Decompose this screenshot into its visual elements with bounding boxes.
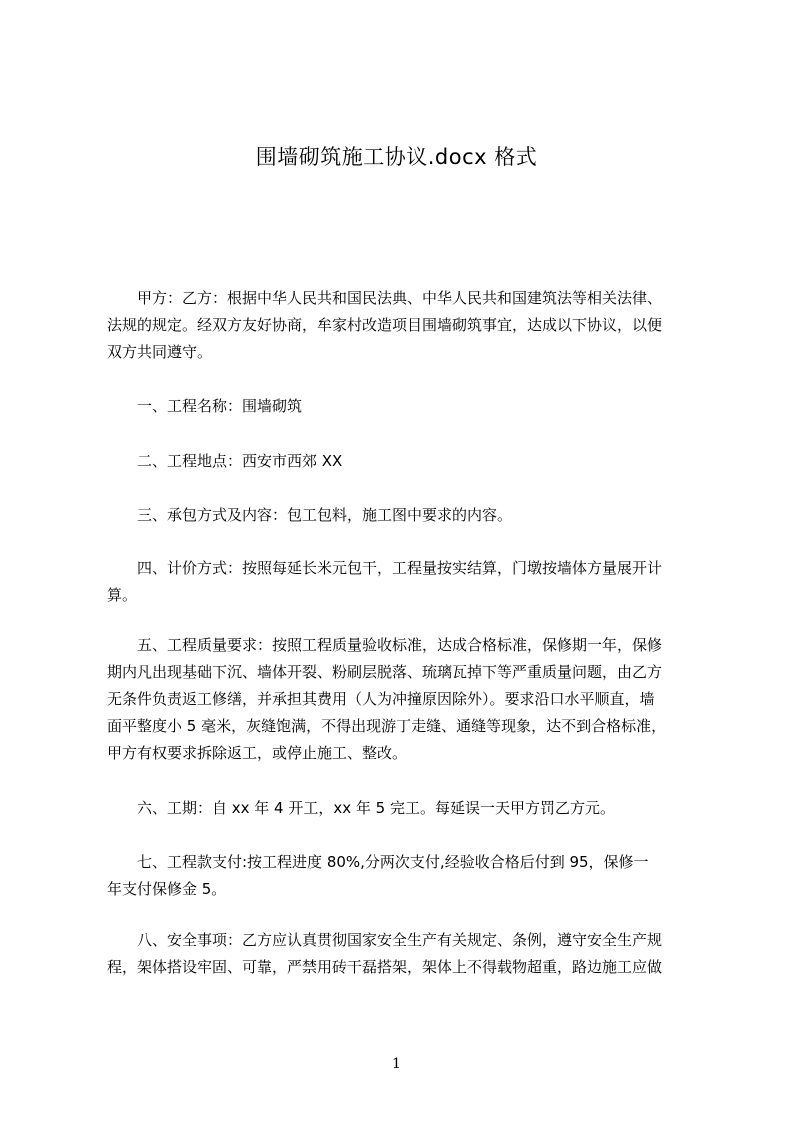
document-title: 围墙砌筑施工协议.docx 格式: [255, 145, 538, 169]
paragraph-line: 四、计价方式：按照每延长米元包干，工程量按实结算，门墩按墙体方量展开计: [137, 559, 663, 577]
paragraph-line: 算。: [107, 586, 138, 604]
paragraph-line: 六、工期：自 xx 年 4 开工，xx 年 5 完工。每延误一天甲方罚乙方元。: [137, 799, 615, 817]
paragraph-line: 五、工程质量要求：按照工程质量验收标准，达成合格标准，保修期一年，保修: [137, 636, 663, 654]
paragraph-line: 八、安全事项：乙方应认真贯彻国家安全生产有关规定、条例，遵守安全生产规: [137, 931, 663, 949]
clause-schedule: [107, 795, 707, 822]
paragraph-line: 三、承包方式及内容：包工包料，施工图中要求的内容。: [137, 506, 513, 524]
paragraph-line: 二、工程地点：西安市西郊 XX: [137, 452, 343, 470]
clause-payment: [107, 849, 707, 903]
paragraph-line: 法规的规定。经双方友好协商，牟家村改造项目围墙砌筑事宜，达成以下协议，以便: [107, 316, 663, 334]
clause-project-location: [107, 448, 707, 475]
paragraph-line: 甲方：乙方：根据中华人民共和国民法典、中华人民共和国建筑法等相关法律、: [137, 289, 663, 307]
paragraph-line: 双方共同遵守。: [107, 343, 213, 361]
clause-contract-method: [107, 502, 707, 529]
paragraph-line: 期内凡出现基础下沉、墙体开裂、粉刷层脱落、琉璃瓦掉下等严重质量问题，由乙方: [107, 663, 663, 681]
paragraph-line: 面平整度小 5 毫米，灰缝饱满，不得出现游丁走缝、通缝等现象，达不到合格标准，: [107, 717, 667, 735]
clause-pricing: [107, 555, 707, 609]
paragraph-line: 无条件负责返工修缮，并承担其费用（人为冲撞原因除外）。要求沿口水平顺直，墙: [107, 690, 655, 708]
paragraph-line: 一、工程名称：围墙砌筑: [137, 397, 303, 415]
paragraph-line: 程，架体搭设牢固、可靠，严禁用砖干磊搭架，架体上不得载物超重，路边施工应做: [107, 958, 663, 976]
intro-paragraph: [107, 285, 707, 366]
paragraph-line: 年支付保修金 5。: [107, 880, 227, 898]
clause-safety: [107, 927, 707, 981]
paragraph-line: 七、工程款支付:按工程进度 80%,分两次支付,经验收合格后付到 95，保修一: [137, 853, 649, 871]
page-number: 1: [392, 1056, 401, 1072]
paragraph-line: 甲方有权要求拆除返工，或停止施工、整改。: [107, 744, 408, 762]
clause-project-name: [107, 393, 707, 420]
clause-quality: [107, 632, 707, 767]
